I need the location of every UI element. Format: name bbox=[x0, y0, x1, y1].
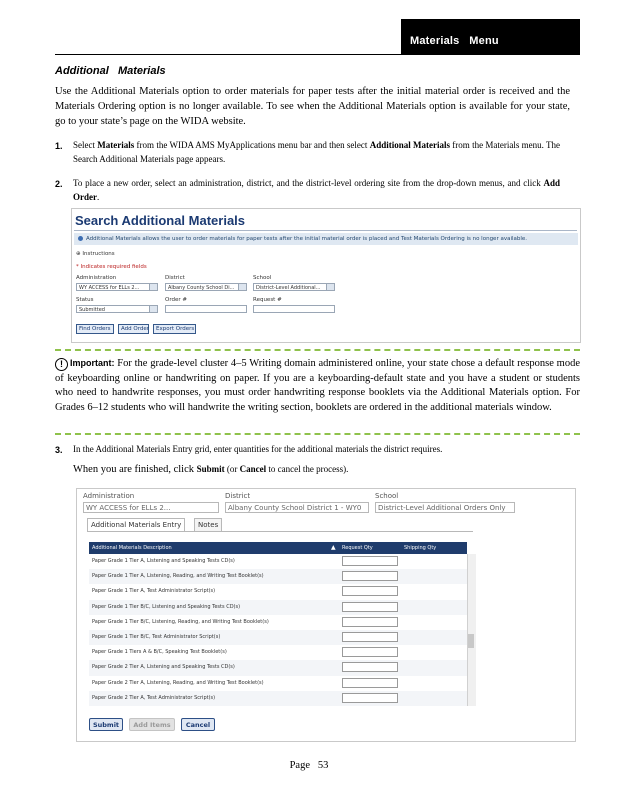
material-description: Paper Grade 1 Tier B/C, Test Administrator Script(s) bbox=[92, 634, 221, 640]
step-3-part: When you are finished, click bbox=[73, 464, 197, 475]
material-description: Paper Grade 1 Tier B/C, Listening, Reading, and Writing Test Booklet(s) bbox=[92, 618, 269, 625]
tab-additional-materials-entry[interactable]: Additional Materials Entry bbox=[87, 518, 185, 531]
material-description: Paper Grade 2 Tier A, Listening, Reading, and Writing Test Booklet(s) bbox=[92, 679, 264, 686]
table-row bbox=[89, 600, 467, 615]
step-1-number: 1. bbox=[55, 141, 63, 151]
step-1-text bbox=[73, 139, 560, 166]
request-qty-input[interactable] bbox=[342, 602, 398, 612]
request-qty-input[interactable] bbox=[342, 571, 398, 581]
export-orders-button[interactable]: Export Orders bbox=[153, 324, 196, 334]
status-label: Status bbox=[76, 297, 94, 303]
request-qty-input[interactable] bbox=[342, 693, 398, 703]
step-3-part: (or bbox=[224, 464, 240, 474]
material-description: Paper Grade 1 Tier A, Listening and Speaking Tests CD(s) bbox=[92, 558, 235, 564]
district-label: District bbox=[225, 492, 251, 500]
important-note bbox=[55, 356, 580, 415]
request-qty-input[interactable] bbox=[342, 632, 398, 642]
chevron-down-icon bbox=[149, 284, 157, 290]
request-qty-input[interactable] bbox=[342, 662, 398, 672]
material-description: Paper Grade 1 Tier B/C, Listening and Speaking Tests CD(s) bbox=[92, 603, 241, 610]
request-number-label: Request # bbox=[253, 297, 282, 303]
request-qty-input[interactable] bbox=[342, 586, 398, 596]
sort-ascending-icon[interactable]: ▲ bbox=[331, 544, 336, 551]
step-1-part: from the WIDA AMS MyApplications menu bar and then select bbox=[134, 140, 370, 150]
step-1-part: Select bbox=[73, 140, 98, 150]
request-qty-input[interactable] bbox=[342, 678, 398, 688]
table-row bbox=[89, 615, 467, 630]
tab-underline bbox=[87, 531, 473, 532]
col-shipping-qty: Shipping Qty bbox=[404, 545, 437, 551]
materials-menu-ref: Materials bbox=[97, 140, 135, 150]
info-text: Additional Materials allows the user to order materials for paper tests after the initial material order is placed and Test Materials Ordering is no longer available. bbox=[86, 236, 528, 242]
table-row bbox=[89, 584, 467, 599]
info-icon bbox=[78, 236, 83, 241]
table-row bbox=[89, 645, 467, 660]
section-heading: Additional Materials bbox=[55, 65, 166, 77]
status-value: Submitted bbox=[79, 307, 105, 313]
material-description: Paper Grade 1 Tier A, Test Administrator Script(s) bbox=[92, 588, 216, 595]
grid-header bbox=[89, 542, 467, 554]
step-3-part: to cancel the process). bbox=[266, 464, 349, 474]
intro-paragraph: Use the Additional Materials option to order materials for paper tests after the initial material order is received and the Materials Ordering option is no longer available. To see when the Additional Materials option is available for your state, go to your state’s page on the WIDA website. bbox=[55, 86, 570, 127]
district-field: Albany County School District 1 - WY0 bbox=[225, 502, 369, 513]
tab-notes[interactable]: Notes bbox=[194, 518, 222, 531]
add-order-ref: Add Order bbox=[73, 178, 560, 202]
administration-value: WY ACCESS for ELLs 2... bbox=[79, 285, 140, 291]
chevron-down-icon bbox=[326, 284, 334, 290]
step-2-part: . bbox=[97, 191, 100, 202]
important-label: Important: bbox=[70, 358, 115, 368]
important-top-border bbox=[55, 349, 580, 351]
step-2-text bbox=[73, 177, 560, 204]
find-orders-button[interactable]: Find Orders bbox=[76, 324, 114, 334]
required-note: * Indicates required fields bbox=[76, 264, 147, 270]
col-description[interactable]: Additional Materials Description bbox=[92, 545, 172, 551]
status-select[interactable] bbox=[76, 305, 158, 313]
school-select[interactable] bbox=[253, 283, 335, 291]
submit-ref: Submit bbox=[196, 464, 225, 474]
scrollbar-thumb[interactable] bbox=[468, 634, 474, 648]
col-request-qty: Request Qty bbox=[342, 545, 373, 551]
district-label: District bbox=[165, 275, 185, 281]
instructions-label: Instructions bbox=[82, 251, 115, 257]
material-description: Paper Grade 2 Tier A, Listening and Speaking Tests CD(s) bbox=[92, 664, 235, 671]
step-2-part: To place a new order, select an administration, district, and the district-level ordering site from the drop-down menus, and click bbox=[73, 178, 544, 188]
step-3-number: 3. bbox=[55, 445, 63, 455]
school-value: District-Level Additional... bbox=[256, 285, 321, 291]
chevron-down-icon bbox=[238, 284, 246, 290]
request-qty-input[interactable] bbox=[342, 617, 398, 627]
step-1-part: from the Materials menu. The Search Additional Materials page appears. bbox=[73, 140, 560, 164]
material-description: Paper Grade 2 Tier A, Test Administrator Script(s) bbox=[92, 694, 216, 701]
step-2-number: 2. bbox=[55, 179, 63, 189]
search-additional-materials-screenshot bbox=[71, 208, 581, 343]
exclamation-icon: ! bbox=[55, 358, 68, 371]
important-bottom-border bbox=[55, 433, 580, 435]
add-items-button[interactable]: Add Items bbox=[129, 718, 175, 731]
chevron-down-icon bbox=[149, 306, 157, 312]
administration-field: WY ACCESS for ELLs 2... bbox=[83, 502, 219, 513]
instructions-toggle[interactable]: ⊕ Instructions bbox=[76, 251, 115, 257]
table-row bbox=[89, 676, 467, 691]
order-number-input[interactable] bbox=[165, 305, 247, 313]
request-number-input[interactable] bbox=[253, 305, 335, 313]
table-row bbox=[89, 691, 467, 706]
header-rule bbox=[55, 54, 580, 55]
table-row bbox=[89, 630, 467, 645]
important-text: For the grade-level cluster 4–5 Writing domain administered online, your state chose a default response mode of keyboarding online or handwriting on paper. If you are a keyboarding-default state and you have a student or students who need to handwrite responses, you must order handwriting response booklets via the Additional Materials option. For Grades 6–12 students who will handwrite the writing section, booklets are ordered in the additional materials window. bbox=[55, 358, 580, 413]
district-select[interactable] bbox=[165, 283, 247, 291]
grid-scrollbar[interactable] bbox=[467, 554, 476, 706]
info-banner bbox=[74, 233, 578, 245]
request-qty-input[interactable] bbox=[342, 556, 398, 566]
header-title: Materials Menu bbox=[410, 35, 499, 47]
table-row bbox=[89, 660, 467, 675]
cancel-button[interactable]: Cancel bbox=[181, 718, 215, 731]
cancel-ref: Cancel bbox=[239, 464, 267, 474]
administration-label: Administration bbox=[83, 492, 135, 500]
step-3-finish bbox=[73, 464, 348, 475]
school-label: School bbox=[375, 492, 399, 500]
administration-select[interactable] bbox=[76, 283, 158, 291]
school-label: School bbox=[253, 275, 272, 281]
page-number: Page 53 bbox=[289, 760, 329, 771]
administration-label: Administration bbox=[76, 275, 117, 281]
material-description: Paper Grade 1 Tiers A & B/C, Speaking Test Booklet(s) bbox=[92, 649, 227, 656]
material-description: Paper Grade 1 Tier A, Listening, Reading, and Writing Test Booklet(s) bbox=[92, 573, 264, 580]
school-field: District-Level Additional Orders Only bbox=[375, 502, 515, 513]
table-row bbox=[89, 569, 467, 584]
additional-materials-ref: Additional Materials bbox=[369, 140, 451, 150]
step-3-text: In the Additional Materials Entry grid, enter quantities for the additional materials the district requires. bbox=[73, 444, 443, 454]
screenshot-page-title: Search Additional Materials bbox=[75, 213, 246, 228]
submit-button[interactable]: Submit bbox=[89, 718, 123, 731]
title-rule bbox=[74, 230, 577, 231]
request-qty-input[interactable] bbox=[342, 647, 398, 657]
district-value: Albany County School Di... bbox=[168, 285, 235, 291]
additional-materials-entry-screenshot bbox=[76, 488, 576, 742]
order-number-label: Order # bbox=[165, 297, 187, 303]
table-row bbox=[89, 554, 467, 569]
add-order-button[interactable]: Add Order bbox=[118, 324, 149, 334]
